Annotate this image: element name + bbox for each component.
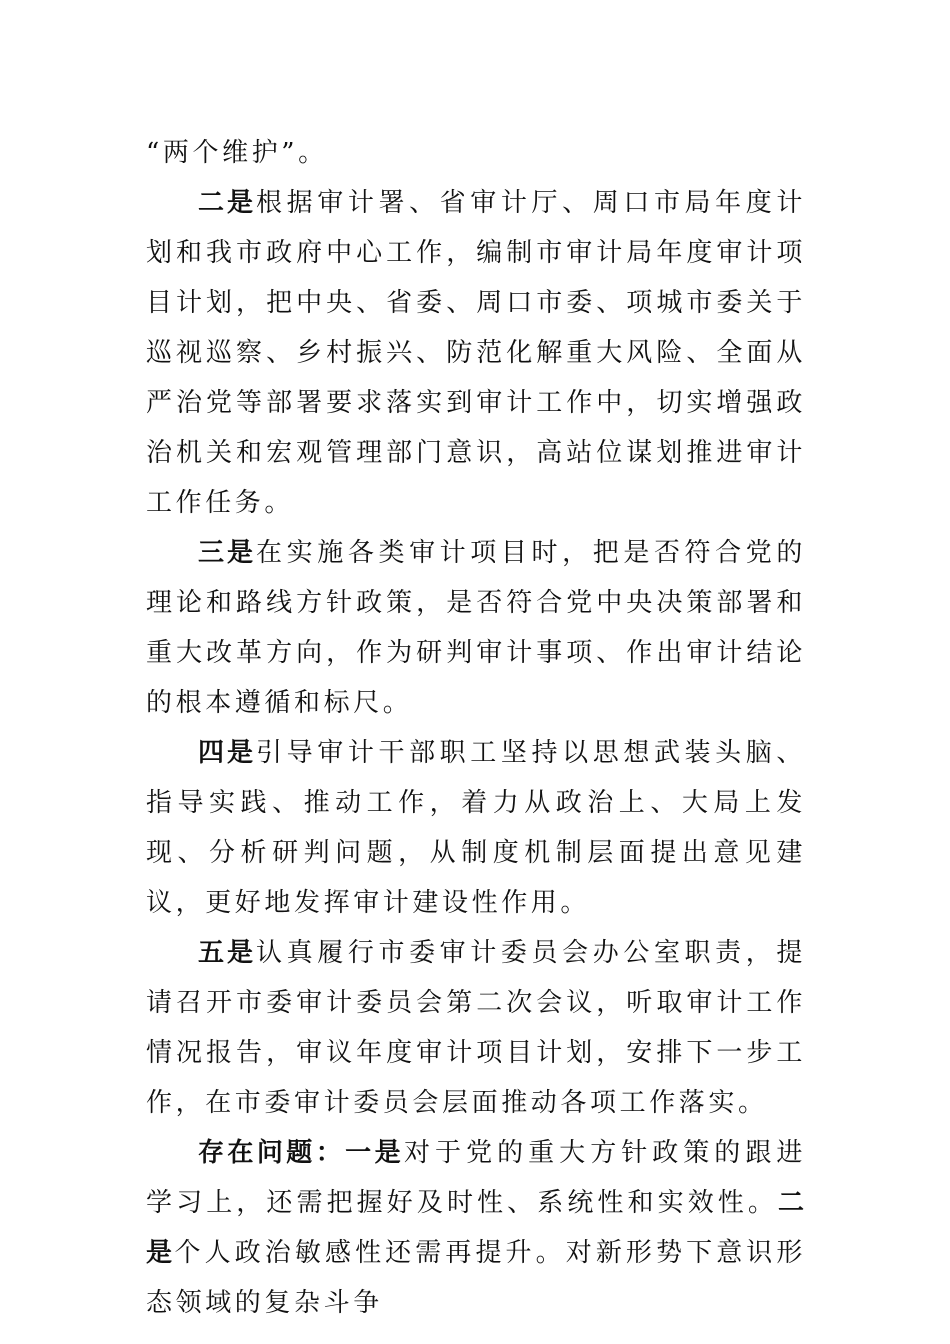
paragraph-point-four [146, 728, 806, 928]
paragraph-text: 认真履行市委审计委员会办公室职责，提请召开市委审计委员会第二次会议，听取审计工作情况报告，审议年度审计项目计划，安排下一步工作，在市委审计委员会层面推动各项工作落实。 [146, 938, 806, 1118]
paragraph-point-two [146, 178, 806, 528]
paragraph-point-five [146, 928, 806, 1128]
paragraph-existing-problems [146, 1128, 806, 1328]
paragraph-lead: 三是 [198, 538, 257, 568]
sub-point-lead-one: 一是 [345, 1138, 405, 1168]
paragraph-lead: 存在问题： [198, 1138, 346, 1168]
sub-point-lead-two: 二是 [146, 1188, 806, 1268]
paragraph-lead: 五是 [198, 938, 257, 968]
paragraph-text: “两个维护”。 [146, 138, 328, 168]
paragraph-text: 根据审计署、省审计厅、周口市局年度计划和我市政府中心工作，编制市审计局年度审计项目计划，把中央、省委、周口市委、项城市委关于巡视巡察、乡村振兴、防范化解重大风险、全面从严治党等部署要求落实到审计工作中，切实增强政治机关和宏观管理部门意识，高站位谋划推进审计工作任务。 [146, 188, 806, 518]
sub-point-text-one: 对于党的重大方针政策的跟进学习上，还需把握好及时性、系统性和实效性。 [146, 1138, 806, 1218]
paragraph-lead: 二是 [198, 188, 257, 218]
paragraph-text: 在实施各类审计项目时，把是否符合党的理论和路线方针政策，是否符合党中央决策部署和重大改革方向，作为研判审计事项、作出审计结论的根本遵循和标尺。 [146, 538, 806, 718]
paragraph-lead: 四是 [198, 738, 257, 768]
document-page [146, 128, 806, 1328]
sub-point-text-two: 个人政治敏感性还需再提升。对新形势下意识形态领域的复杂斗争 [146, 1238, 806, 1318]
paragraph-point-three [146, 528, 806, 728]
paragraph-continuation [146, 128, 806, 178]
paragraph-text: 引导审计干部职工坚持以思想武装头脑、指导实践、推动工作，着力从政治上、大局上发现、分析研判问题，从制度机制层面提出意见建议，更好地发挥审计建设性作用。 [146, 738, 806, 918]
